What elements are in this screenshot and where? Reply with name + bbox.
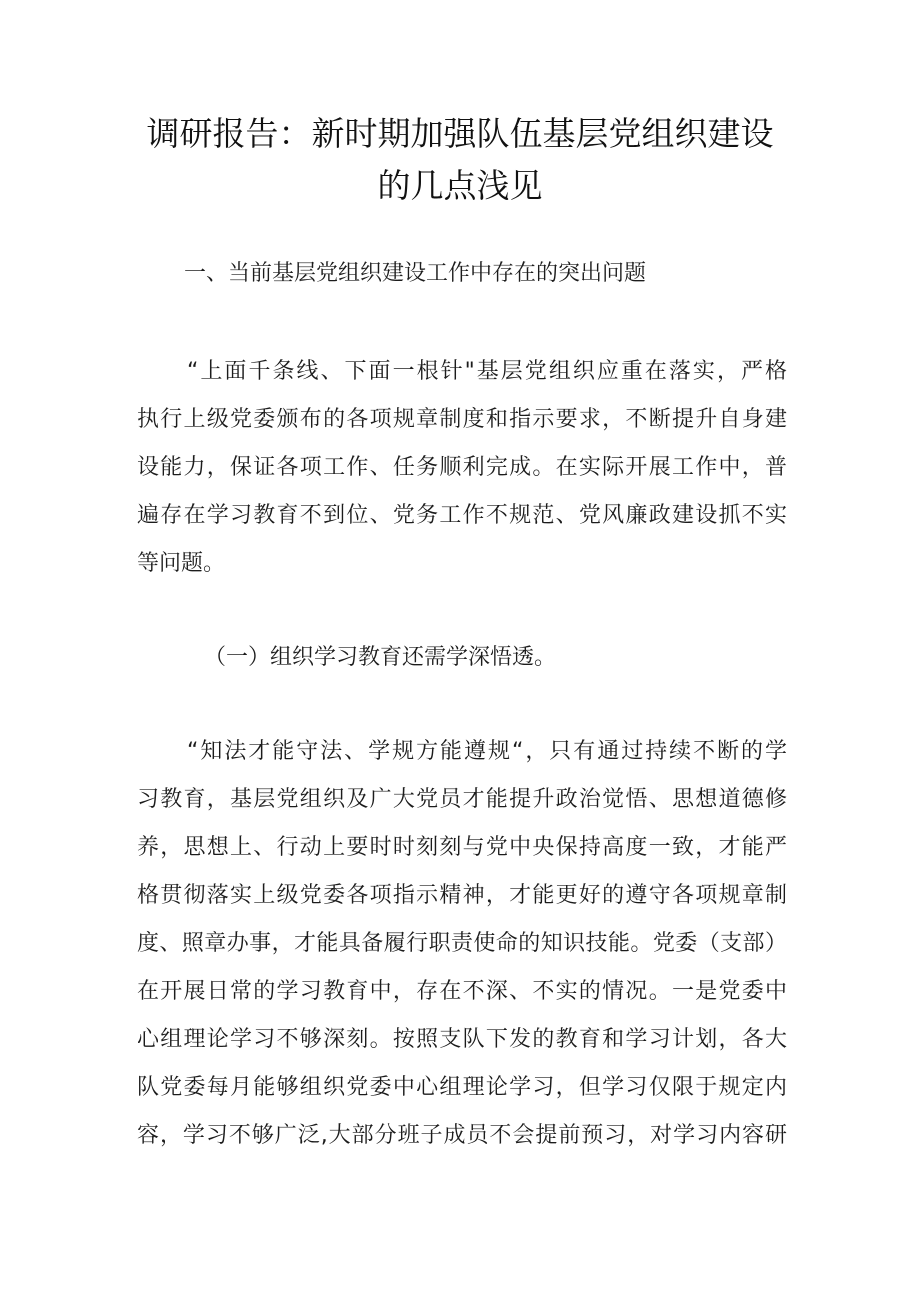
- paragraph-2: [137, 728, 787, 1160]
- document-title: [100, 108, 820, 212]
- paragraph-1: [137, 348, 787, 588]
- section-heading: 一、当前基层党组织建设工作中存在的突出问题: [184, 261, 647, 286]
- paragraph-line: 执行上级党委颁布的各项规章制度和指示要求，不断提升自身建: [137, 407, 787, 432]
- paragraph-line: 在开展日常的学习教育中，存在不深、不实的情况。一是党委中: [137, 979, 787, 1004]
- paragraph-line: 设能力，保证各项工作、任务顺利完成。在实际开展工作中，普: [137, 455, 787, 480]
- paragraph-line: 度、照章办事，才能具备履行职责使命的知识技能。党委（支部）: [137, 931, 787, 956]
- title-line: 调研报告：新时期加强队伍基层党组织建设: [146, 114, 774, 153]
- paragraph-line: “知法才能守法、学规方能遵规“，只有通过持续不断的学: [187, 739, 787, 764]
- paragraph-line: 等问题。: [137, 551, 226, 576]
- paragraph-line: 容，学习不够广泛,大部分班子成员不会提前预习，对学习内容研: [137, 1123, 787, 1148]
- paragraph-line: 心组理论学习不够深刻。按照支队下发的教育和学习计划，各大: [137, 1027, 787, 1052]
- title-line: 的几点浅见: [377, 166, 543, 205]
- subsection-heading: （一）组织学习教育还需学深悟透。: [204, 645, 557, 670]
- paragraph-line: 遍存在学习教育不到位、党务工作不规范、党风廉政建设抓不实: [137, 503, 787, 528]
- paragraph-line: 格贯彻落实上级党委各项指示精神，才能更好的遵守各项规章制: [137, 883, 787, 908]
- paragraph-line: 习教育，基层党组织及广大党员才能提升政治觉悟、思想道德修: [137, 787, 787, 812]
- paragraph-line: “上面千条线、下面一根针"基层党组织应重在落实，严格: [187, 359, 787, 384]
- paragraph-line: 养，思想上、行动上要时时刻刻与党中央保持高度一致，才能严: [137, 835, 787, 860]
- paragraph-line: 队党委每月能够组织党委中心组理论学习，但学习仅限于规定内: [137, 1075, 787, 1100]
